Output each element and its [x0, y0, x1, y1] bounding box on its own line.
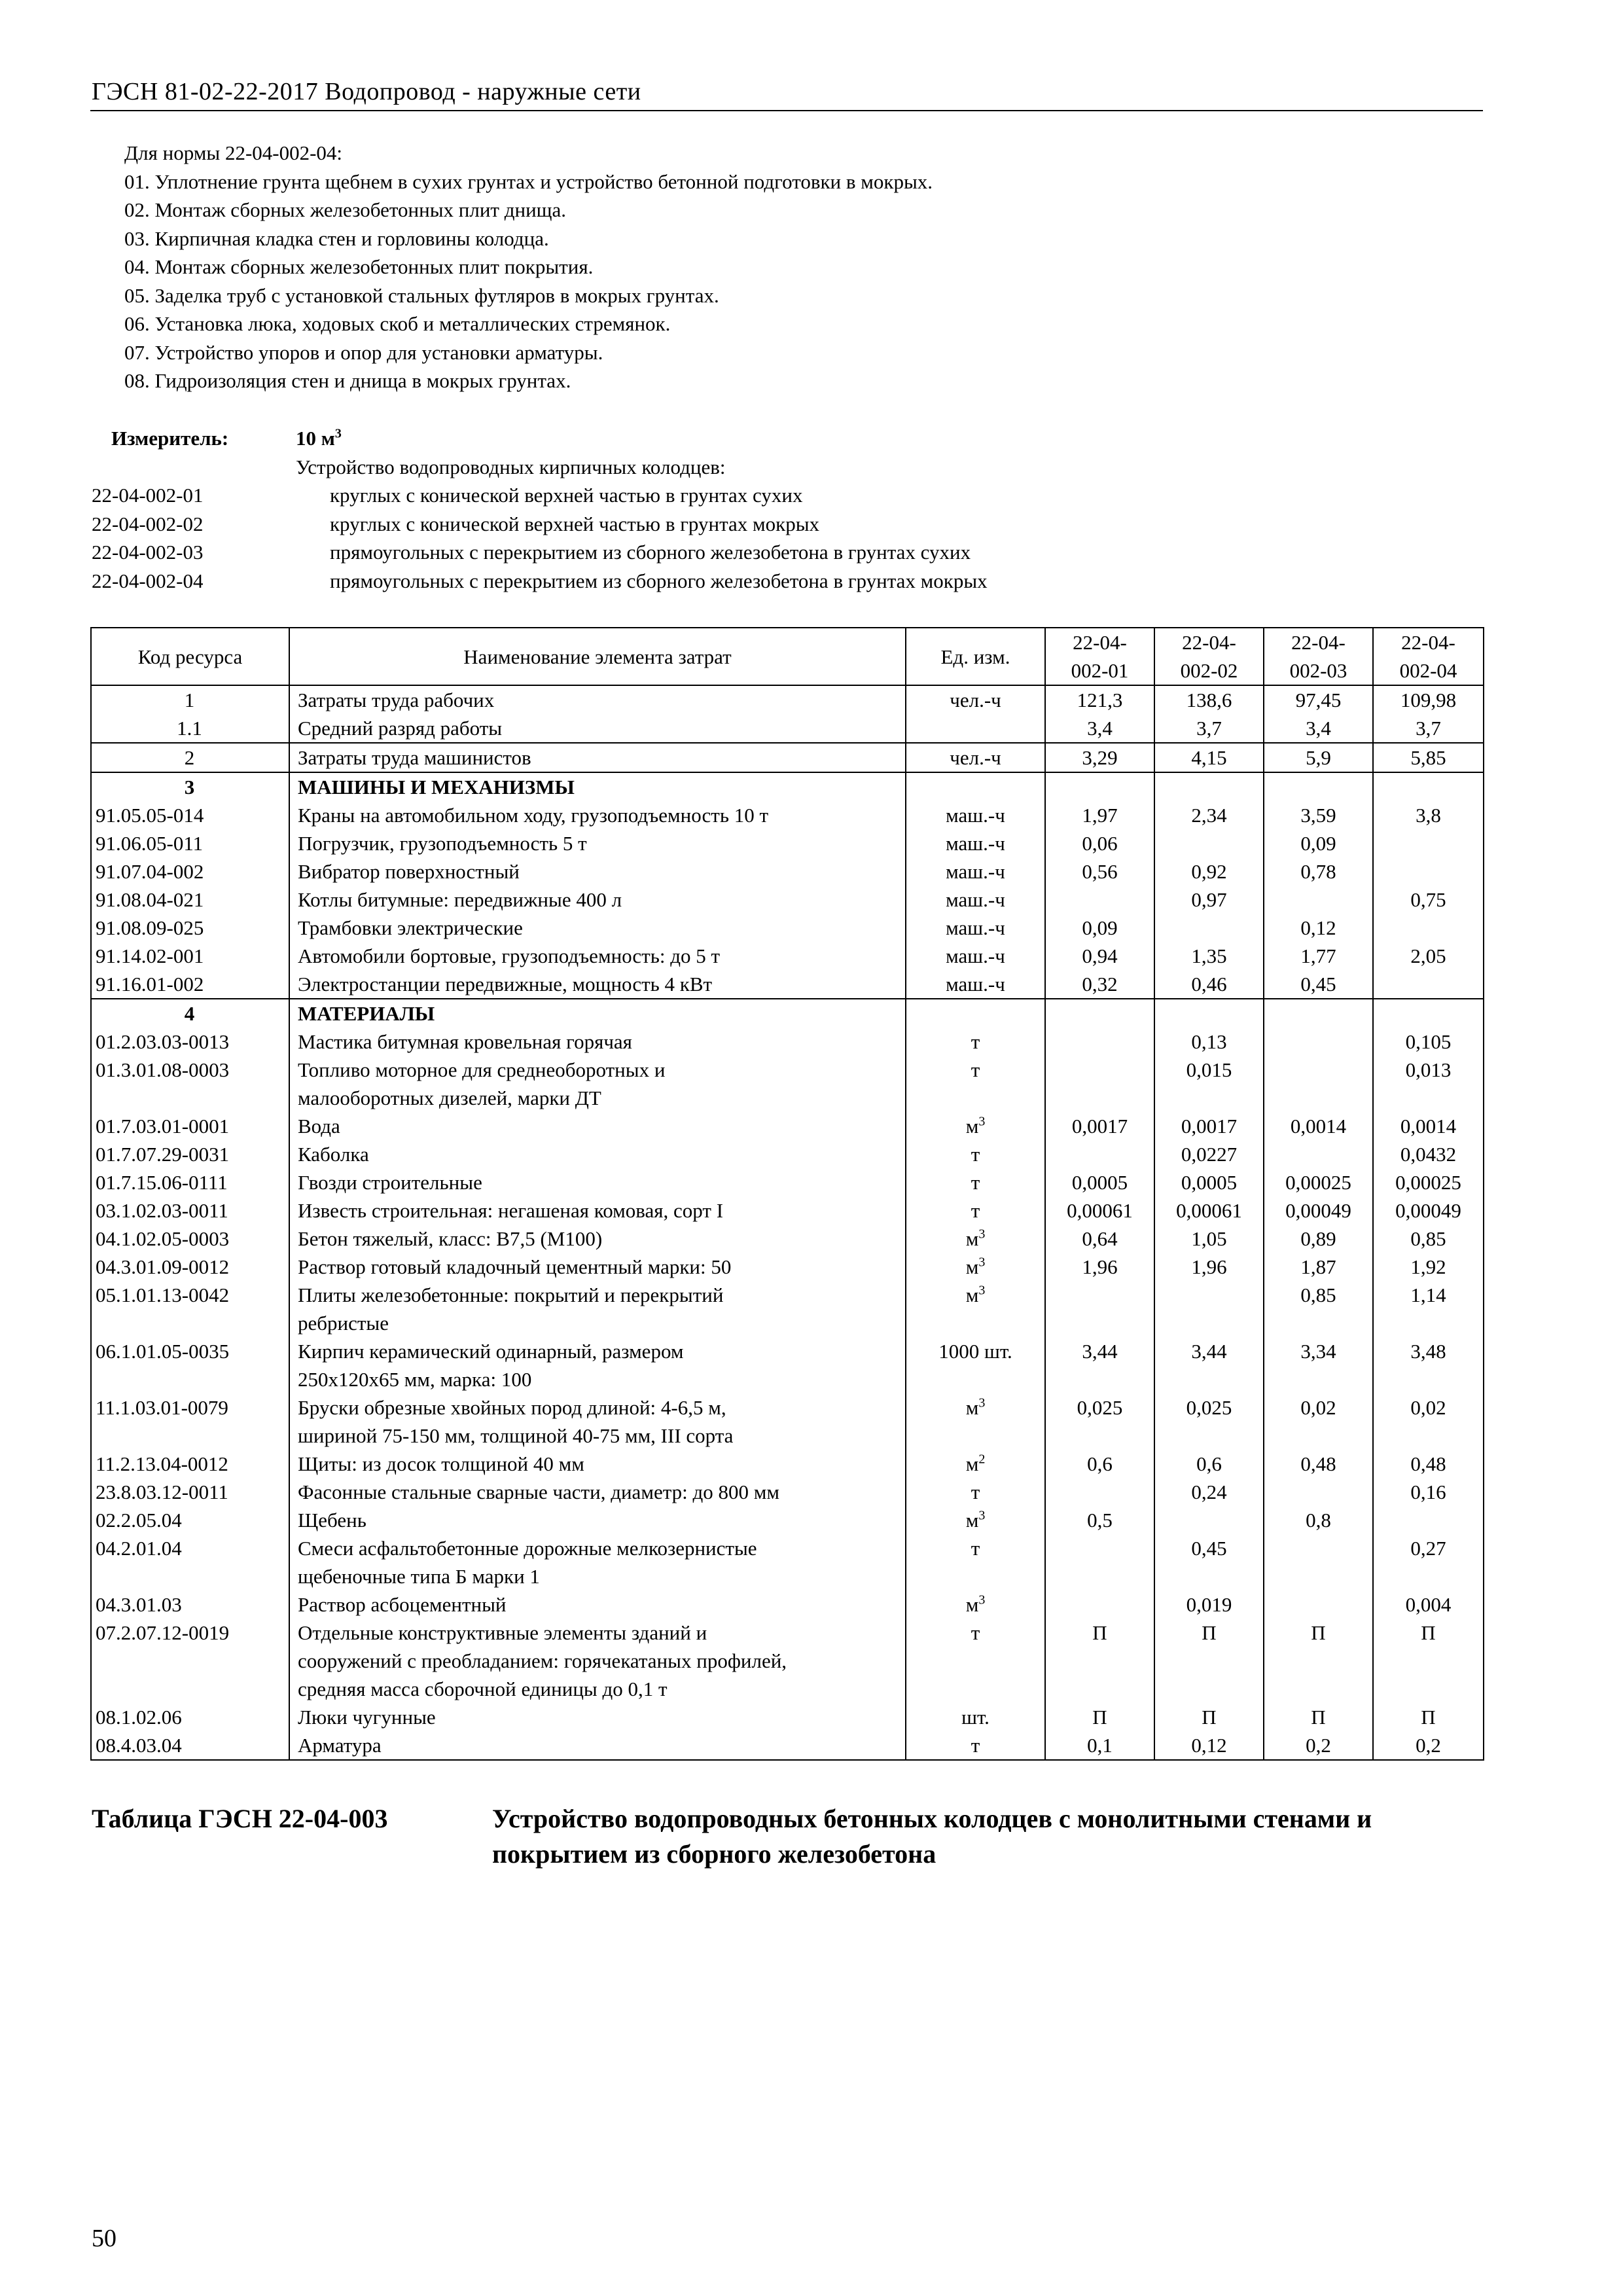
row-value-2: [1154, 1281, 1264, 1337]
row-unit: маш.-ч: [906, 942, 1045, 970]
row-code: 1: [91, 685, 289, 714]
row-value-3: [1264, 886, 1373, 914]
row-value-2: 138,6: [1154, 685, 1264, 714]
table-row: [91, 1196, 1484, 1225]
row-name: Раствор асбоцементный: [289, 1590, 906, 1619]
row-value-3: 0,12: [1264, 914, 1373, 942]
row-value-3: 0,78: [1264, 857, 1373, 886]
row-name: Бетон тяжелый, класс: В7,5 (М100): [289, 1225, 906, 1253]
next-table-title: Устройство водопроводных бетонных колодцев с монолитными стенами и покрытием из сборного железобетона: [492, 1804, 1372, 1869]
table-row: [91, 1534, 1484, 1590]
row-code: 01.7.15.06-0111: [91, 1168, 289, 1196]
table-row: [91, 1506, 1484, 1534]
norm-code: 22-04-002-04: [92, 569, 204, 592]
row-value-3: [1264, 1140, 1373, 1168]
measure-label: Измеритель:: [111, 427, 229, 450]
next-table-label: Таблица ГЭСН 22-04-003: [92, 1804, 388, 1833]
row-code: 1.1: [91, 714, 289, 743]
row-code: 05.1.01.13-0042: [91, 1281, 289, 1337]
row-unit: маш.-ч: [906, 914, 1045, 942]
row-value-1: [1045, 1281, 1154, 1337]
row-value-2: 0,13: [1154, 1028, 1264, 1056]
row-value-3: 3,59: [1264, 801, 1373, 829]
row-value-3: 3,4: [1264, 714, 1373, 743]
operation-item: 05. Заделка труб с установкой стальных футляров в мокрых грунтах.: [124, 283, 719, 307]
norm-text: прямоугольных с перекрытием из сборного железобетона в грунтах сухих: [330, 541, 971, 564]
row-unit: маш.-ч: [906, 829, 1045, 857]
row-value-2: 0,00061: [1154, 1196, 1264, 1225]
row-unit: маш.-ч: [906, 857, 1045, 886]
row-value-3: 0,48: [1264, 1450, 1373, 1478]
row-value-4: П: [1373, 1619, 1484, 1703]
row-code: 91.16.01-002: [91, 970, 289, 999]
row-value-1: [1045, 1140, 1154, 1168]
row-value-1: 1,97: [1045, 801, 1154, 829]
row-code: 06.1.01.05-0035: [91, 1337, 289, 1393]
row-value-4: 0,004: [1373, 1590, 1484, 1619]
row-code: 91.14.02-001: [91, 942, 289, 970]
row-value-3: П: [1264, 1703, 1373, 1731]
table-row: [91, 685, 1484, 714]
resource-table: [90, 627, 1484, 1761]
table-row: [91, 1590, 1484, 1619]
row-code: 03.1.02.03-0011: [91, 1196, 289, 1225]
section-title: МАТЕРИАЛЫ: [289, 999, 906, 1028]
row-value-2: [1154, 829, 1264, 857]
row-value-4: 3,8: [1373, 801, 1484, 829]
row-value-3: 0,0014: [1264, 1112, 1373, 1140]
row-name: Автомобили бортовые, грузоподъемность: до 5 т: [289, 942, 906, 970]
row-code: 04.3.01.03: [91, 1590, 289, 1619]
row-unit: т: [906, 1731, 1045, 1760]
row-code: 91.08.04-021: [91, 886, 289, 914]
row-unit: шт.: [906, 1703, 1045, 1731]
row-name: Затраты труда рабочих: [289, 685, 906, 714]
table-row: [91, 829, 1484, 857]
table-row: [91, 942, 1484, 970]
row-unit: $м^3$: [906, 1506, 1045, 1534]
row-code: 07.2.07.12-0019: [91, 1619, 289, 1703]
table-row: [91, 743, 1484, 772]
row-value-4: 0,0014: [1373, 1112, 1484, 1140]
section-code: 4: [91, 999, 289, 1028]
row-value-1: 0,09: [1045, 914, 1154, 942]
row-value-3: [1264, 1534, 1373, 1590]
row-value-1: 0,56: [1045, 857, 1154, 886]
row-name: Кирпич керамический одинарный, размером 250х120х65 мм, марка: 100: [289, 1337, 906, 1393]
row-name: Щиты: из досок толщиной 40 мм: [289, 1450, 906, 1478]
row-value-2: 2,34: [1154, 801, 1264, 829]
row-unit: т: [906, 1478, 1045, 1506]
table-row: [91, 1112, 1484, 1140]
row-name: Фасонные стальные сварные части, диаметр: до 800 мм: [289, 1478, 906, 1506]
row-value-4: 0,48: [1373, 1450, 1484, 1478]
row-value-3: 0,00025: [1264, 1168, 1373, 1196]
measure-title: Устройство водопроводных кирпичных колодцев:: [296, 455, 726, 478]
row-value-4: 0,105: [1373, 1028, 1484, 1056]
row-value-2: 0,24: [1154, 1478, 1264, 1506]
row-value-1: П: [1045, 1619, 1154, 1703]
row-value-4: 0,16: [1373, 1478, 1484, 1506]
row-value-1: 0,1: [1045, 1731, 1154, 1760]
row-code: 91.05.05-014: [91, 801, 289, 829]
header-norm-4: 22-04- 002-04: [1373, 628, 1484, 685]
row-code: 91.06.05-011: [91, 829, 289, 857]
measure-value: 10 $м^3$: [296, 426, 342, 450]
row-value-2: 0,45: [1154, 1534, 1264, 1590]
row-value-4: 1,92: [1373, 1253, 1484, 1281]
section-code: 3: [91, 772, 289, 801]
table-row: [91, 1140, 1484, 1168]
header-code: Код ресурса: [91, 628, 289, 685]
table-row: [91, 886, 1484, 914]
row-code: 02.2.05.04: [91, 1506, 289, 1534]
header-rule: [90, 110, 1483, 111]
row-unit: [906, 714, 1045, 743]
row-code: 04.1.02.05-0003: [91, 1225, 289, 1253]
row-value-2: 3,7: [1154, 714, 1264, 743]
row-value-1: [1045, 1478, 1154, 1506]
row-value-4: 0,0432: [1373, 1140, 1484, 1168]
table-row: [91, 714, 1484, 743]
page-header: ГЭСН 81-02-22-2017 Водопровод - наружные сети: [92, 78, 641, 105]
row-name: Топливо моторное для среднеоборотных и малооборотных дизелей, марки ДТ: [289, 1056, 906, 1112]
row-value-2: 0,019: [1154, 1590, 1264, 1619]
row-code: 91.07.04-002: [91, 857, 289, 886]
row-value-2: 4,15: [1154, 743, 1264, 772]
row-code: 11.2.13.04-0012: [91, 1450, 289, 1478]
row-name: Раствор готовый кладочный цементный марки: 50: [289, 1253, 906, 1281]
table-row: [91, 1619, 1484, 1703]
row-value-3: [1264, 1028, 1373, 1056]
row-value-2: П: [1154, 1703, 1264, 1731]
row-name: Трамбовки электрические: [289, 914, 906, 942]
table-row: [91, 1450, 1484, 1478]
row-name: Бруски обрезные хвойных пород длиной: 4-6,5 м, шириной 75-150 мм, толщиной 40-75 мм, III сорта: [289, 1393, 906, 1450]
row-unit: 1000 шт.: [906, 1337, 1045, 1393]
row-unit: $м^3$: [906, 1112, 1045, 1140]
row-value-3: [1264, 1478, 1373, 1506]
table-row: [91, 1478, 1484, 1506]
row-unit: чел.-ч: [906, 743, 1045, 772]
row-value-4: 0,00049: [1373, 1196, 1484, 1225]
row-value-2: 1,35: [1154, 942, 1264, 970]
row-value-4: 2,05: [1373, 942, 1484, 970]
row-value-2: 0,12: [1154, 1731, 1264, 1760]
operation-item: 08. Гидроизоляция стен и днища в мокрых грунтах.: [124, 369, 571, 392]
row-unit: $м^2$: [906, 1450, 1045, 1478]
row-value-4: 0,2: [1373, 1731, 1484, 1760]
row-unit: $м^3$: [906, 1393, 1045, 1450]
row-code: 04.2.01.04: [91, 1534, 289, 1590]
row-unit: т: [906, 1168, 1045, 1196]
row-value-1: 0,32: [1045, 970, 1154, 999]
operations-list: [124, 139, 933, 395]
row-value-4: 0,00025: [1373, 1168, 1484, 1196]
row-value-2: 0,0227: [1154, 1140, 1264, 1168]
row-value-2: П: [1154, 1619, 1264, 1703]
row-value-4: 0,75: [1373, 886, 1484, 914]
row-unit: т: [906, 1028, 1045, 1056]
table-row: [91, 1393, 1484, 1450]
operation-item: 07. Устройство упоров и опор для установки арматуры.: [124, 340, 603, 364]
row-value-3: 5,9: [1264, 743, 1373, 772]
table-row: [91, 1281, 1484, 1337]
header-norm-3: 22-04- 002-03: [1264, 628, 1373, 685]
table-header-row: [91, 628, 1484, 685]
header-norm-1: 22-04- 002-01: [1045, 628, 1154, 685]
norm-text: прямоугольных с перекрытием из сборного железобетона в грунтах мокрых: [330, 569, 988, 592]
row-value-1: 0,06: [1045, 829, 1154, 857]
row-value-2: 1,96: [1154, 1253, 1264, 1281]
row-code: 01.3.01.08-0003: [91, 1056, 289, 1112]
table-row: [91, 801, 1484, 829]
row-value-4: 0,27: [1373, 1534, 1484, 1590]
row-name: Щебень: [289, 1506, 906, 1534]
row-value-3: 0,02: [1264, 1393, 1373, 1450]
row-name: Мастика битумная кровельная горячая: [289, 1028, 906, 1056]
row-value-3: 3,34: [1264, 1337, 1373, 1393]
row-value-1: 3,44: [1045, 1337, 1154, 1393]
row-name: Гвозди строительные: [289, 1168, 906, 1196]
row-name: Вибратор поверхностный: [289, 857, 906, 886]
row-unit: $м^3$: [906, 1225, 1045, 1253]
operation-item: 04. Монтаж сборных железобетонных плит покрытия.: [124, 255, 594, 278]
row-value-1: 3,29: [1045, 743, 1154, 772]
row-value-1: П: [1045, 1703, 1154, 1731]
page-number: 50: [92, 2225, 116, 2252]
row-unit: маш.-ч: [906, 886, 1045, 914]
row-value-1: 121,3: [1045, 685, 1154, 714]
operation-item: 01. Уплотнение грунта щебнем в сухих грунтах и устройство бетонной подготовки в мокрых.: [124, 170, 933, 193]
row-value-4: [1373, 914, 1484, 942]
row-unit: т: [906, 1056, 1045, 1112]
row-value-4: 109,98: [1373, 685, 1484, 714]
row-value-4: 0,013: [1373, 1056, 1484, 1112]
header-name: Наименование элемента затрат: [289, 628, 906, 685]
row-name: Смеси асфальтобетонные дорожные мелкозернистые щебеночные типа Б марки 1: [289, 1534, 906, 1590]
row-unit: т: [906, 1619, 1045, 1703]
table-row: [91, 1056, 1484, 1112]
row-value-3: 0,00049: [1264, 1196, 1373, 1225]
measure-block: [92, 424, 1484, 595]
row-unit: маш.-ч: [906, 970, 1045, 999]
row-value-4: 1,14: [1373, 1281, 1484, 1337]
table-row: [91, 970, 1484, 999]
row-value-3: П: [1264, 1619, 1373, 1703]
table-row: [91, 1028, 1484, 1056]
row-code: 2: [91, 743, 289, 772]
row-value-4: П: [1373, 1703, 1484, 1731]
table-row: [91, 1225, 1484, 1253]
row-value-3: 0,8: [1264, 1506, 1373, 1534]
header-unit: Ед. изм.: [906, 628, 1045, 685]
norm-code: 22-04-002-03: [92, 541, 204, 564]
row-unit: т: [906, 1140, 1045, 1168]
row-value-4: [1373, 1506, 1484, 1534]
row-name: Котлы битумные: передвижные 400 л: [289, 886, 906, 914]
row-unit: $м^3$: [906, 1590, 1045, 1619]
section-row: [91, 772, 1484, 801]
row-unit: $м^3$: [906, 1253, 1045, 1281]
row-value-1: 0,0017: [1045, 1112, 1154, 1140]
table-row: [91, 1337, 1484, 1393]
row-unit: $м^3$: [906, 1281, 1045, 1337]
row-value-2: 0,015: [1154, 1056, 1264, 1112]
operation-item: 02. Монтаж сборных железобетонных плит днища.: [124, 198, 567, 221]
row-code: 08.1.02.06: [91, 1703, 289, 1731]
row-value-3: 0,85: [1264, 1281, 1373, 1337]
row-value-2: 0,6: [1154, 1450, 1264, 1478]
row-value-3: [1264, 1056, 1373, 1112]
norm-row: [92, 567, 1484, 596]
row-value-2: 0,0005: [1154, 1168, 1264, 1196]
row-value-4: 0,85: [1373, 1225, 1484, 1253]
section-title: МАШИНЫ И МЕХАНИЗМЫ: [289, 772, 906, 801]
row-code: 04.3.01.09-0012: [91, 1253, 289, 1281]
row-name: Средний разряд работы: [289, 714, 906, 743]
row-value-3: 1,87: [1264, 1253, 1373, 1281]
row-value-3: 0,89: [1264, 1225, 1373, 1253]
row-value-2: [1154, 914, 1264, 942]
row-unit: чел.-ч: [906, 685, 1045, 714]
row-value-1: [1045, 1028, 1154, 1056]
norm-code: 22-04-002-02: [92, 512, 204, 535]
row-value-1: 0,0005: [1045, 1168, 1154, 1196]
row-value-3: 0,45: [1264, 970, 1373, 999]
table-row: [91, 1731, 1484, 1760]
row-value-2: 0,97: [1154, 886, 1264, 914]
row-code: 11.1.03.01-0079: [91, 1393, 289, 1450]
row-value-4: 3,7: [1373, 714, 1484, 743]
section-row: [91, 999, 1484, 1028]
row-value-3: 0,09: [1264, 829, 1373, 857]
row-code: 23.8.03.12-0011: [91, 1478, 289, 1506]
norm-row: [92, 538, 1484, 567]
row-value-4: 0,02: [1373, 1393, 1484, 1450]
row-value-4: 5,85: [1373, 743, 1484, 772]
row-name: Краны на автомобильном ходу, грузоподъемность 10 т: [289, 801, 906, 829]
row-unit: маш.-ч: [906, 801, 1045, 829]
row-value-1: [1045, 886, 1154, 914]
row-value-1: 1,96: [1045, 1253, 1154, 1281]
row-value-4: [1373, 970, 1484, 999]
row-value-3: [1264, 1590, 1373, 1619]
row-value-4: 3,48: [1373, 1337, 1484, 1393]
row-code: 01.2.03.03-0013: [91, 1028, 289, 1056]
norm-text: круглых с конической верхней частью в грунтах мокрых: [330, 512, 820, 535]
row-name: Электростанции передвижные, мощность 4 кВт: [289, 970, 906, 999]
row-code: 91.08.09-025: [91, 914, 289, 942]
norm-code: 22-04-002-01: [92, 484, 204, 507]
row-value-3: 97,45: [1264, 685, 1373, 714]
table-row: [91, 1253, 1484, 1281]
row-value-3: 1,77: [1264, 942, 1373, 970]
row-value-4: [1373, 829, 1484, 857]
row-unit: т: [906, 1196, 1045, 1225]
row-value-1: 0,94: [1045, 942, 1154, 970]
table-row: [91, 857, 1484, 886]
row-code: 01.7.03.01-0001: [91, 1112, 289, 1140]
row-value-1: 0,00061: [1045, 1196, 1154, 1225]
row-value-1: [1045, 1534, 1154, 1590]
row-name: Арматура: [289, 1731, 906, 1760]
row-name: Плиты железобетонные: покрытий и перекрытий ребристые: [289, 1281, 906, 1337]
row-value-2: 3,44: [1154, 1337, 1264, 1393]
row-value-2: [1154, 1506, 1264, 1534]
table-row: [91, 1168, 1484, 1196]
norm-row: [92, 481, 1484, 510]
row-value-1: 0,025: [1045, 1393, 1154, 1450]
row-name: Люки чугунные: [289, 1703, 906, 1731]
row-value-1: 3,4: [1045, 714, 1154, 743]
operation-item: 03. Кирпичная кладка стен и горловины колодца.: [124, 226, 549, 250]
row-name: Затраты труда машинистов: [289, 743, 906, 772]
row-code: 08.4.03.04: [91, 1731, 289, 1760]
header-norm-2: 22-04- 002-02: [1154, 628, 1264, 685]
row-code: 01.7.07.29-0031: [91, 1140, 289, 1168]
table-row: [91, 1703, 1484, 1731]
row-value-4: [1373, 857, 1484, 886]
row-name: Отдельные конструктивные элементы зданий и сооружений с преобладанием: горячекатаных профилей, средняя масса сборочной единицы до 0,1 т: [289, 1619, 906, 1703]
operation-item: 06. Установка люка, ходовых скоб и металлических стремянок.: [124, 312, 671, 335]
row-value-2: 1,05: [1154, 1225, 1264, 1253]
row-name: Погрузчик, грузоподъемность 5 т: [289, 829, 906, 857]
norm-row: [92, 510, 1484, 539]
row-value-1: 0,6: [1045, 1450, 1154, 1478]
row-value-2: 0,0017: [1154, 1112, 1264, 1140]
norm-text: круглых с конической верхней частью в грунтах сухих: [330, 484, 803, 507]
row-name: Известь строительная: негашеная комовая, сорт I: [289, 1196, 906, 1225]
table-row: [91, 914, 1484, 942]
row-name: Вода: [289, 1112, 906, 1140]
row-value-1: 0,5: [1045, 1506, 1154, 1534]
row-value-1: [1045, 1590, 1154, 1619]
operations-intro: Для нормы 22-04-002-04:: [124, 141, 343, 164]
row-value-3: 0,2: [1264, 1731, 1373, 1760]
row-value-1: 0,64: [1045, 1225, 1154, 1253]
row-value-2: 0,46: [1154, 970, 1264, 999]
row-unit: т: [906, 1534, 1045, 1590]
row-value-1: [1045, 1056, 1154, 1112]
row-value-2: 0,92: [1154, 857, 1264, 886]
row-name: Каболка: [289, 1140, 906, 1168]
row-value-2: 0,025: [1154, 1393, 1264, 1450]
